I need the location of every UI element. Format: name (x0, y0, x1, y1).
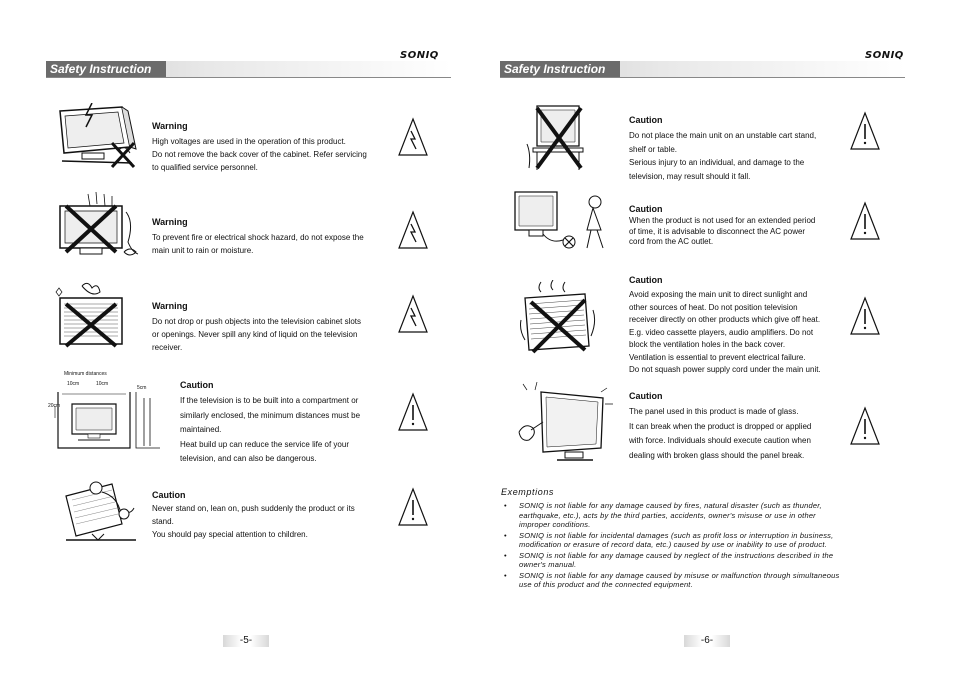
tv-glass-panel-illustration (517, 382, 617, 464)
section-line: Do not place the main unit on an unstable cart stand, (629, 131, 817, 140)
section-line: television, and can also be dangerous. (180, 454, 317, 463)
lightning-warning-icon (397, 210, 429, 250)
section-line: Never stand on, lean on, push suddenly the product or its (152, 504, 355, 513)
section-line: block the ventilation holes in the back cover. (629, 340, 786, 349)
section-line: other sources of heat. Do not position television (629, 302, 798, 312)
header-bar (500, 61, 905, 78)
exemption-line: • SONIQ is not liable for incidental damages (such as profit loss or interruption in business, (519, 530, 834, 540)
exemption-line: owner's manual. (519, 560, 577, 569)
caution-section-r1 (629, 115, 816, 183)
minimum-distance-diagram (52, 388, 164, 452)
brand-logo: SONIQ (400, 50, 439, 61)
section-line: to qualified service personnel. (152, 163, 258, 172)
exemption-item (501, 531, 901, 550)
exemptions-title: Exemptions (501, 487, 555, 497)
warning-section-2 (152, 217, 364, 257)
section-line: maintained. (180, 425, 222, 434)
section-line: It can break when the product is dropped or applied (629, 421, 812, 431)
lightning-warning-icon (397, 117, 429, 157)
section-line: To prevent fire or electrical shock hazard, do not expose the (152, 233, 364, 242)
section-line: receiver. (152, 343, 183, 352)
exemption-item (501, 501, 901, 530)
exemption-line: improper conditions. (519, 520, 591, 529)
section-line: television, may result should it fall. (629, 171, 751, 181)
page-right (477, 0, 954, 696)
page-number: -6- (684, 635, 730, 647)
exclamation-warning-icon (849, 201, 881, 241)
section-line: shelf or table. (629, 144, 678, 154)
exemptions-list (501, 501, 901, 590)
section-title: Caution (629, 204, 663, 214)
tv-child-illustration (62, 478, 144, 544)
section-line: Do not drop or push objects into the television cabinet slots (152, 317, 362, 326)
section-line: If the television is to be built into a compartment or (180, 396, 359, 405)
section-line: main unit to rain or moisture. (152, 246, 254, 255)
section-line: dealing with broken glass should the panel break. (629, 450, 805, 460)
exclamation-warning-icon (849, 406, 881, 446)
warning-section-3 (152, 301, 361, 354)
caution-section-r2 (629, 204, 815, 248)
header-title: Safety Instruction (46, 61, 166, 77)
section-title: Caution (180, 380, 214, 390)
tv-unplug-illustration (511, 188, 611, 254)
exemptions-section (501, 487, 901, 591)
tv-high-voltage-illustration (52, 103, 142, 169)
section-title: Caution (629, 275, 663, 285)
diagram-title: Minimum distances (64, 371, 107, 377)
section-title: Caution (152, 490, 186, 500)
section-line: Heat build up can reduce the service life of your (180, 439, 349, 449)
section-line: Do not squash power supply cord under the main unit. (629, 365, 821, 374)
exclamation-warning-icon (397, 487, 429, 527)
distance-label: 10cm (96, 381, 109, 387)
exclamation-warning-icon (397, 392, 429, 432)
exclamation-warning-icon (849, 296, 881, 336)
exemption-line: modification or erasure of record data, etc.) caused by use or inability to use of product. (519, 540, 827, 549)
brand-logo: SONIQ (865, 50, 904, 61)
section-line: receiver directly on other products which give off heat. (629, 315, 821, 324)
exemption-line: earthquake, etc.), acts by the third parties, accidents, owner's misuse or use in other (519, 510, 816, 520)
section-title: Warning (152, 301, 188, 311)
section-title: Warning (152, 121, 188, 131)
exemption-line: use of this product and the connected equipment. (519, 580, 693, 589)
caution-section-5 (152, 490, 355, 541)
section-line: The panel used in this product is made of glass. (629, 407, 799, 416)
section-title: Caution (629, 115, 663, 125)
section-line: similarly enclosed, the minimum distances must be (180, 410, 361, 420)
section-line: of time, it is advisable to disconnect the AC power (629, 226, 806, 236)
section-line: Avoid exposing the main unit to direct sunlight and (629, 290, 808, 299)
caution-section-r3 (629, 275, 821, 377)
distance-label: 20cm (48, 403, 61, 409)
section-line: cord from the AC outlet. (629, 237, 714, 246)
section-line: or openings. Never spill any kind of liquid on the television (152, 330, 358, 339)
exclamation-warning-icon (849, 111, 881, 151)
exemption-line: • SONIQ is not liable for any damage caused by fires, natural disaster (such as thunder, (519, 501, 822, 510)
tv-rain-illustration (52, 192, 142, 267)
exemption-line: • SONIQ is not liable for any damage caused by misuse or malfunction through simultaneous (519, 570, 840, 580)
section-line: High voltages are used in the operation of this product. (152, 137, 346, 146)
section-line: with force. Individuals should execute caution when (629, 436, 811, 445)
distance-label: 5cm (137, 385, 147, 391)
section-line: Do not remove the back cover of the cabinet. Refer servicing (152, 150, 367, 159)
warning-section-1 (152, 121, 367, 174)
section-title: Caution (629, 391, 663, 401)
exemption-item (501, 571, 901, 590)
header-title: Safety Instruction (500, 61, 620, 77)
header-bar (46, 61, 451, 78)
distance-label: 10cm (67, 381, 80, 387)
section-line: stand. (152, 517, 174, 526)
exemption-line: • SONIQ is not liable for any damage caused by neglect of the instructions described in the (519, 550, 834, 560)
tv-objects-illustration (52, 282, 142, 354)
page-number: -5- (223, 635, 269, 647)
section-line: Serious injury to an individual, and damage to the (629, 158, 805, 167)
exemption-item (501, 551, 901, 570)
tv-unstable-cart-illustration (523, 100, 595, 174)
section-line: When the product is not used for an extended period (629, 216, 816, 225)
section-line: Ventilation is essential to prevent electrical failure. (629, 352, 806, 362)
caution-section-r4 (629, 391, 811, 463)
lightning-warning-icon (397, 294, 429, 334)
section-line: You should pay special attention to children. (152, 530, 308, 539)
caution-section-4 (180, 380, 360, 467)
tv-heat-illustration (519, 280, 599, 360)
section-title: Warning (152, 217, 188, 227)
section-line: E.g. video cassette players, audio amplifiers. Do not (629, 327, 814, 337)
